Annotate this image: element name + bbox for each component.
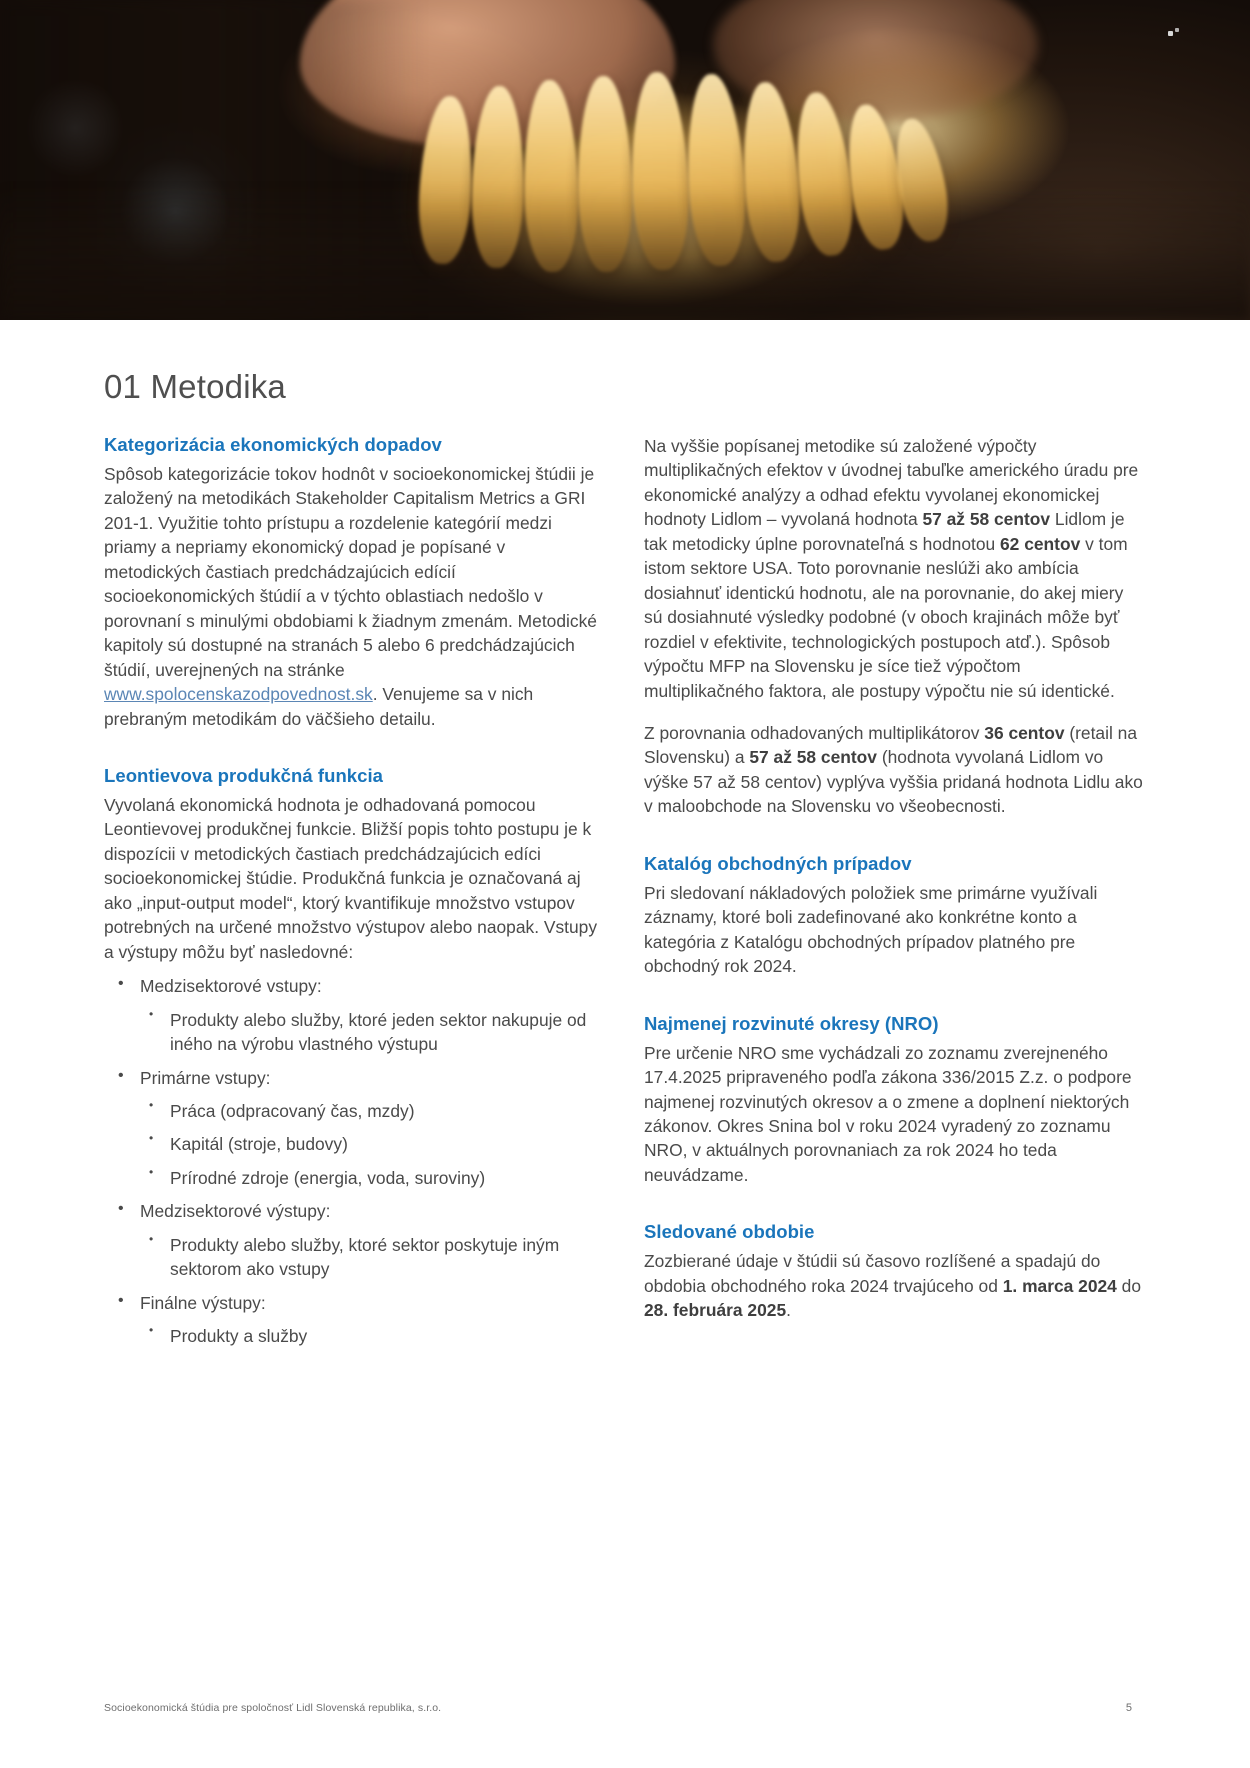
two-column-layout — [0, 406, 1250, 1358]
paragraph-multiplikatory-intro — [644, 434, 1144, 703]
paragraph-text: . — [786, 1300, 791, 1321]
value-36-centov: 36 centov — [984, 722, 1065, 743]
list-item — [104, 1291, 604, 1349]
sub-list — [140, 1099, 604, 1190]
paragraph-text: Spôsob kategorizácie tokov hodnôt v socioekonomickej štúdii je založený na metodikách Stakeholder Capitalism Metrics a GRI 201-1. Využitie tohto prístupu a rozdelenie kategórií medzi priamy a nepriamy ekonomický dopad je popísané v metodických častiach predchádzajúcich edícií socioekonomických štúdií a v týchto oblastiach nedošlo v porovnaní s minulými obdobiami k žiadnym zmenám. Metodické kapitoly sú dostupné na stranách 5 alebo 6 predchádzajúcich štúdií, uverejnených na stránke — [104, 464, 597, 680]
value-57-58-centov-2: 57 až 58 centov — [749, 747, 877, 768]
date-end: 28. februára 2025 — [644, 1300, 787, 1321]
footer-source-note: Socioekonomická štúdia pre spoločnosť Lidl Slovenská republika, s.r.o. — [104, 1702, 442, 1714]
page-content — [0, 320, 1250, 1358]
paragraph-text-tail: . Venujeme sa v nich prebraným metodikám do väčšieho detailu. — [104, 684, 534, 729]
section-heading-nro: Najmenej rozvinuté okresy (NRO) — [644, 1012, 939, 1034]
spolocenskazodpovednost-link[interactable]: www.spolocenskazodpovednost.sk — [104, 684, 373, 705]
paragraph-nro: Pre určenie NRO sme vychádzali zo zoznamu zverejneného 17.4.2025 pripraveného podľa zákona 336/2015 Z.z. o podpore najmenej rozvinutých okresov a o zmene a doplnení niektorých zákonov. Okres Snina bol v roku 2024 vyradený zo zoznamu NRO, v aktuálnych porovnaniach za rok 2024 ho teda neuvádzame. — [644, 1042, 1132, 1185]
page-footer — [0, 1702, 1250, 1722]
page-corner-marker-icon — [1168, 28, 1180, 40]
list-item-label: Medzisektorové vstupy: — [140, 976, 322, 997]
list-item: • Prírodné zdroje (energia, voda, suroviny) — [140, 1166, 604, 1190]
sub-list — [140, 1008, 604, 1057]
value-57-58-centov: 57 až 58 centov — [922, 509, 1051, 530]
sub-list — [140, 1324, 604, 1348]
list-item-label: Medzisektorové výstupy: — [140, 1201, 331, 1222]
list-item: • Produkty a služby — [140, 1324, 604, 1348]
value-62-centov: 62 centov — [1000, 533, 1081, 554]
list-item: • Kapitál (stroje, budovy) — [140, 1132, 604, 1156]
spacer — [644, 837, 1144, 853]
paragraph-text: Lidlom je tak metodicky úplne porovnateľná s hodnotou — [644, 509, 1125, 554]
list-item: • Práca (odpracovaný čas, mzdy) — [140, 1099, 604, 1123]
paragraph-kategorizacia — [104, 462, 604, 731]
hero-image — [0, 0, 1250, 320]
paragraph-text: Na vyššie popísanej metodike sú založené výpočty multiplikačných efektov v úvodnej tabuľke amerického úradu pre ekonomické analýzy a odhad efektu vyvolanej ekonomickej hodnoty Lidlom – vyvolaná hodnota — [644, 436, 1139, 530]
section-heading-sledovane-obdobie: Sledované obdobie — [644, 1221, 815, 1243]
list-item — [104, 1199, 604, 1281]
paragraph-text: do — [1116, 1275, 1142, 1296]
paragraph-porovnanie-multiplikatorov — [644, 721, 1144, 819]
paragraph-text: Z porovnania odhadovaných multiplikátorov — [644, 722, 985, 743]
section-heading-kategorizacia: Kategorizácia ekonomických dopadov — [104, 434, 442, 455]
paragraph-text: (retail na Slovensku) a — [644, 722, 1138, 768]
paragraph-text: Zozbierané údaje v štúdii sú časovo rozlíšené a spadajú do obdobia obchodného roka 2024 trvajúceho od — [644, 1251, 1101, 1296]
list-item-label: Primárne vstupy: — [140, 1067, 271, 1088]
list-item — [104, 1066, 604, 1191]
section-heading-leontiev: Leontievova produkčná funkcia — [104, 764, 384, 786]
left-column — [104, 434, 604, 1358]
spacer — [644, 997, 1144, 1013]
paragraph-text: v tom istom sektore USA. Toto porovnanie neslúži ako ambícia dosiahnuť identickú hodnotu, ale na porovnanie, do akej miery sú dosiahnuté výsledky podobné (v oboch krajinách môže byť rozdiel v efektivite, technologických postupoch atď.). Spôsob výpočtu MFP na Slovensku je síce tiež výpočtom multiplikačného faktora, ale postupy výpočtu nie sú identické. — [644, 533, 1128, 701]
spacer — [104, 749, 604, 765]
sub-list — [140, 1233, 604, 1282]
right-column — [644, 434, 1144, 1358]
paragraph-text: (hodnota vyvolaná Lidlom vo výške 57 až 58 centov) vyplýva vyššia pridaná hodnota Lidlu ako v maloobchode na Slovensku vo všeobecnosti. — [644, 747, 1143, 817]
spacer — [644, 1205, 1144, 1221]
list-item — [104, 974, 604, 1056]
list-item: • Produkty alebo služby, ktoré sektor poskytuje iným sektorom ako vstupy — [140, 1233, 604, 1282]
page-number: 5 — [1125, 1702, 1132, 1714]
list-item: • Produkty alebo služby, ktoré jeden sektor nakupuje od iného na výrobu vlastného výstupu — [140, 1008, 604, 1057]
paragraph-leontiev: Vyvolaná ekonomická hodnota je odhadovaná pomocou Leontievovej produkčnej funkcie. Bližší popis tohto postupu je k dispozícii v metodických častiach predchádzajúcich edíci socioekonomickej štúdie. Produkčná funkcia je označovaná aj ako „input-output model“, ktorý kvantifikuje množstvo vstupov potrebných na určené množstvo výstupov alebo naopak. Vstupy a výstupy môžu byť nasledovné: — [104, 794, 598, 962]
hero-bottom-shadow — [0, 186, 1250, 320]
list-item-label: Finálne výstupy: — [140, 1292, 266, 1313]
inputs-outputs-list — [104, 974, 604, 1348]
page-title: 01 Metodika — [104, 368, 286, 405]
paragraph-sledovane-obdobie — [644, 1249, 1144, 1322]
paragraph-katalog: Pri sledovaní nákladových položiek sme primárne využívali záznamy, ktoré boli zadefinované ako konkrétne konto a kategória z Katalógu obchodných prípadov platného pre obchodný rok 2024. — [644, 882, 1098, 977]
date-start: 1. marca 2024 — [1002, 1275, 1117, 1296]
section-heading-katalog: Katalóg obchodných prípadov — [644, 852, 912, 874]
